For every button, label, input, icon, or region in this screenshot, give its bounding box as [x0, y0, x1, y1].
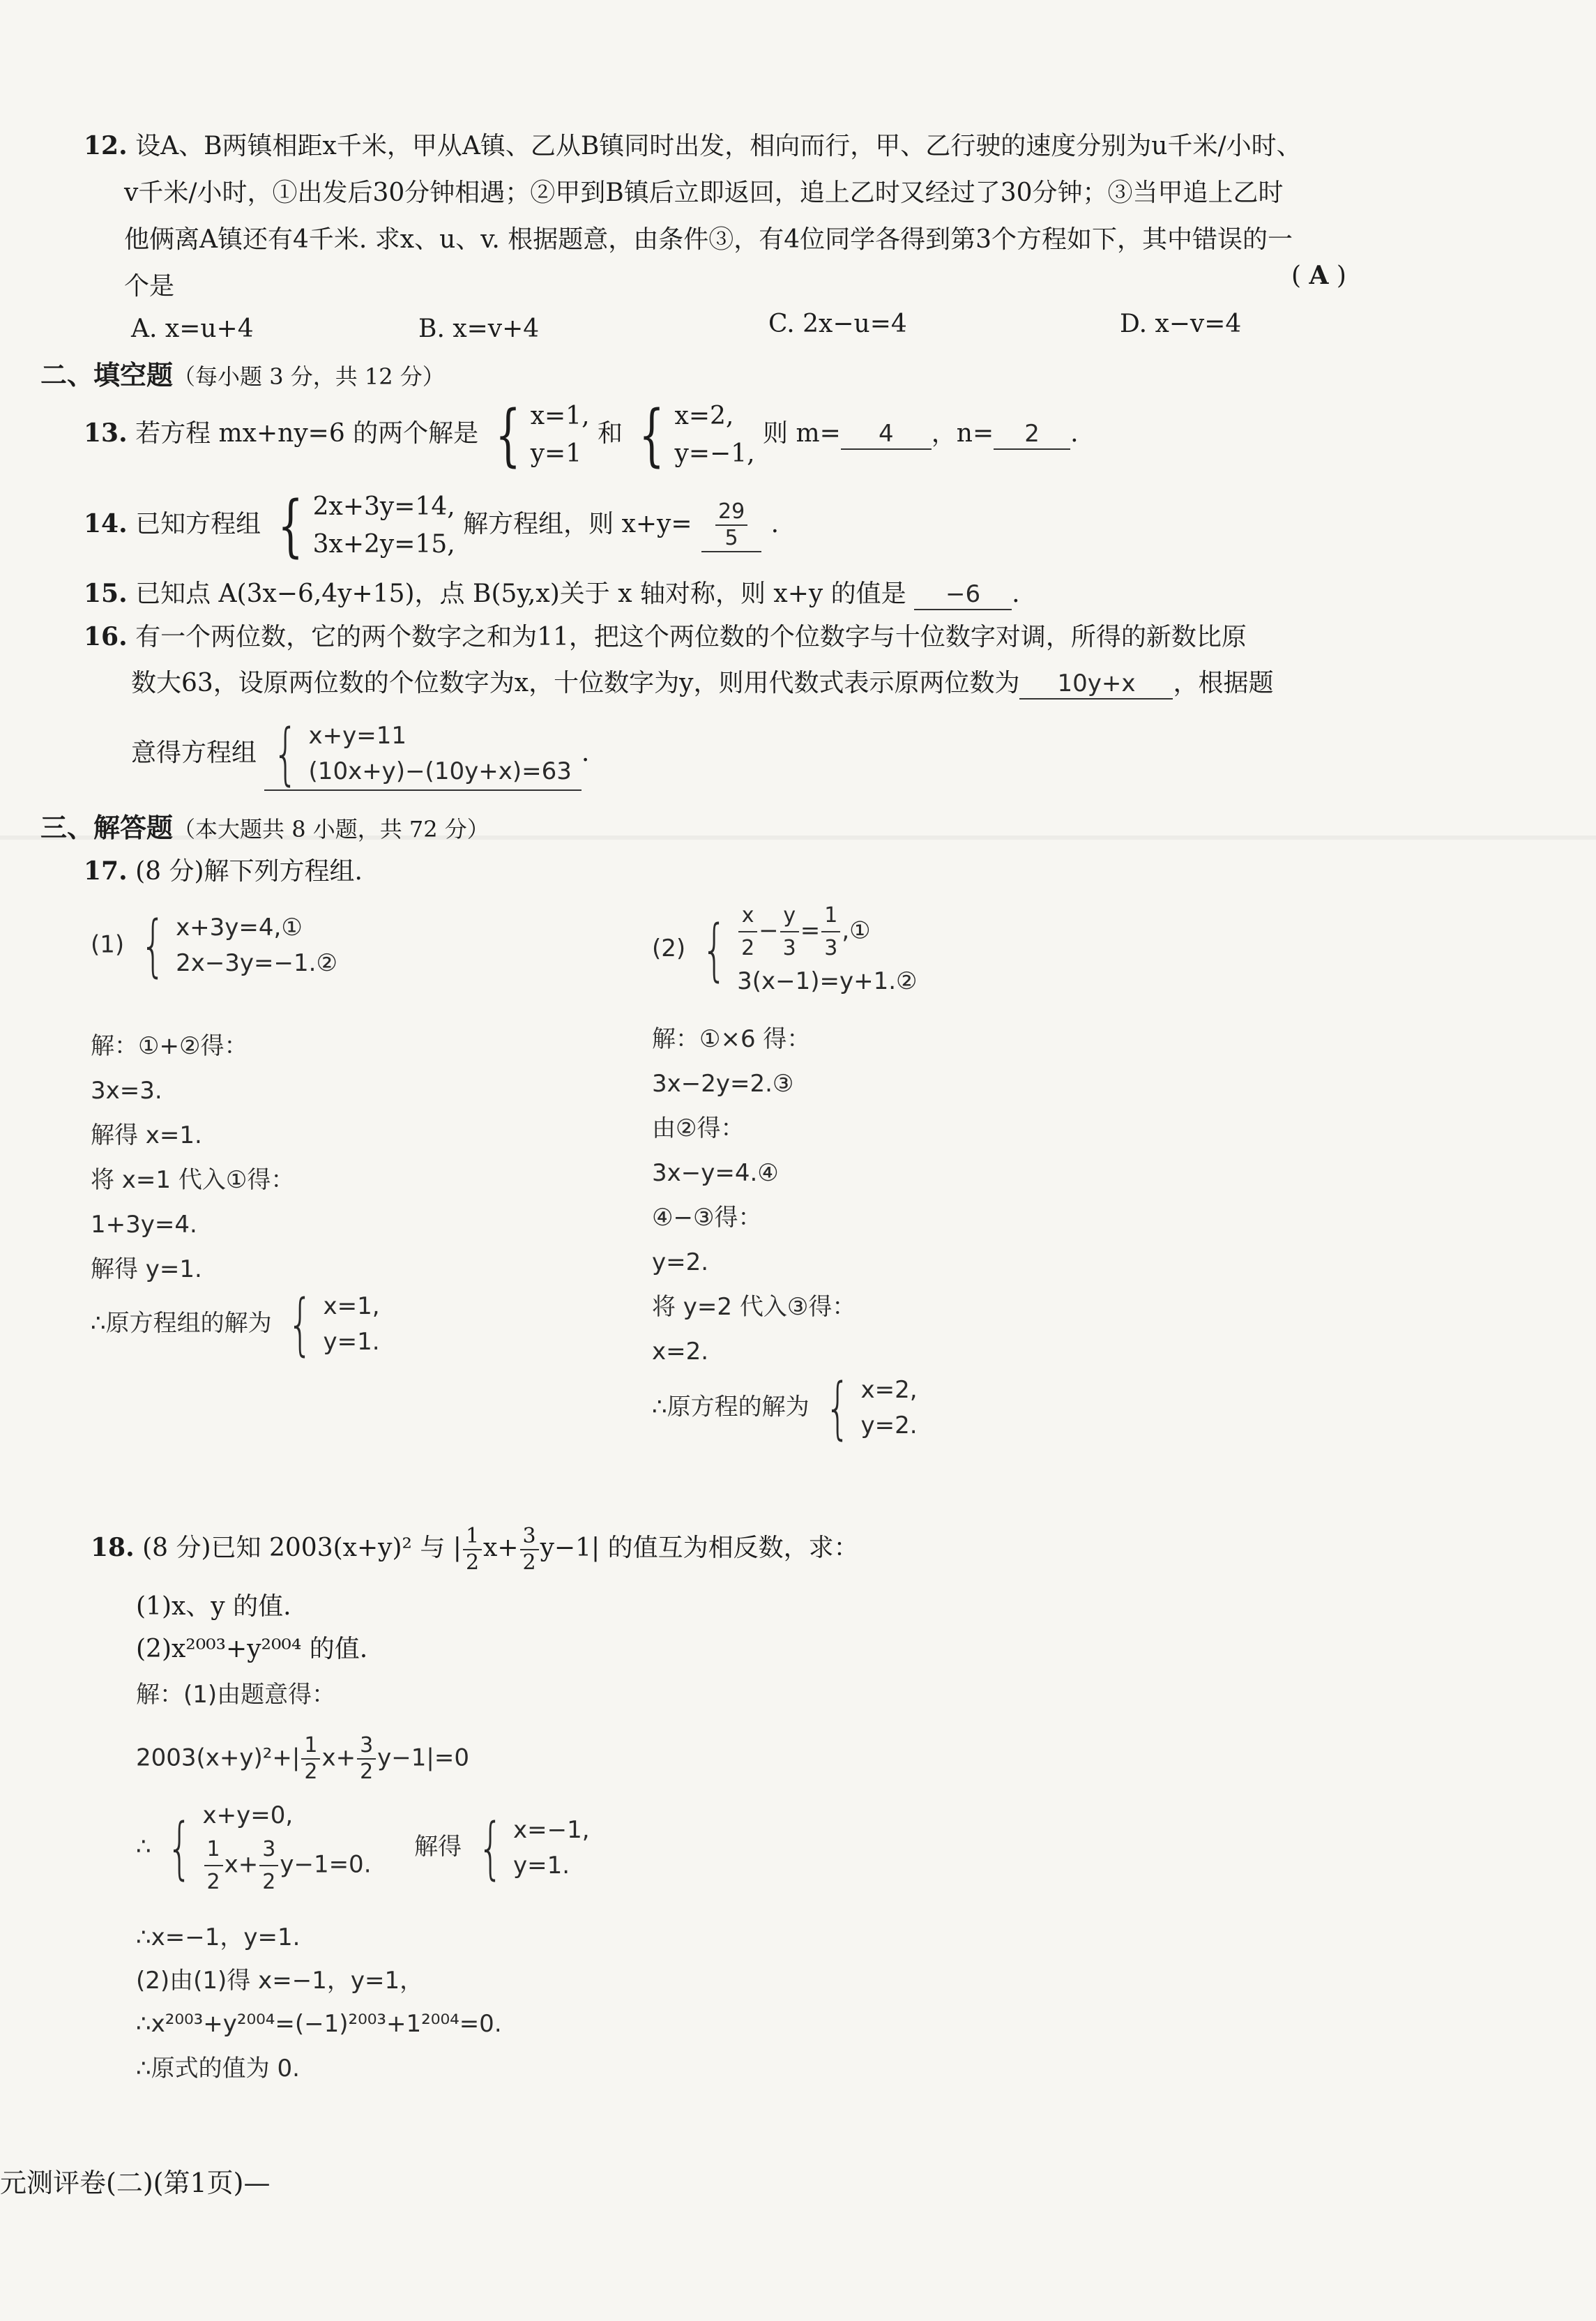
therefore-icon: ∴ — [136, 1833, 151, 1861]
q18-eq-mid: x+ — [321, 1744, 356, 1772]
q16-answer-1: 10y+x — [1019, 670, 1173, 700]
q13-answer-n: 2 — [994, 420, 1070, 450]
q14-answer-numerator: 29 — [715, 499, 747, 526]
q16-number: 16. — [84, 622, 128, 651]
q14-end: . — [770, 510, 780, 538]
q18-sub2: (2)x²⁰⁰³+y²⁰⁰⁴ 的值. — [136, 1635, 368, 1663]
q17-p2-sol-y: y=2. — [860, 1412, 918, 1439]
q17-p2-step: 3x−y=4.④ — [652, 1159, 779, 1187]
brace-icon: { — [277, 487, 303, 565]
q18-line-b: (2)由(1)得 x=−1，y=1， — [136, 1967, 424, 1995]
q17-p1-step: 1+3y=4. — [91, 1211, 197, 1239]
q17-p2-equals: = — [800, 916, 821, 945]
q17-part1-label: (1) — [91, 930, 125, 959]
q17-p1-step: 将 x=1 代入①得： — [91, 1166, 295, 1194]
q17-p1-step: 解得 x=1. — [91, 1121, 202, 1149]
q17-p1-conclusion-text: ∴原方程组的解为 — [91, 1309, 272, 1338]
brace-icon: { — [701, 910, 727, 989]
q13-s1-row2: y=1 — [530, 439, 582, 468]
q13-and: 和 — [598, 419, 623, 448]
q12-option-c: C. 2x−u=4 — [768, 310, 907, 338]
q18-sys-frac1-num: 1 — [204, 1834, 223, 1866]
brace-icon: { — [287, 1285, 314, 1363]
q13-s1-row1: x=1, — [530, 402, 590, 430]
q14-pre: 已知方程组 — [135, 510, 261, 538]
q18-header — [91, 1524, 859, 1575]
q18-eq-frac1-den: 2 — [304, 1760, 318, 1784]
q17-p2-step: ④−③得： — [652, 1204, 762, 1232]
q12-text-2: v千米/小时，①出发后30分钟相遇；②甲到B镇后立即返回，追上乙时又经过了30分钟；③当甲追上乙时 — [124, 179, 1284, 207]
q17-part2-steps — [652, 1017, 856, 1374]
q17-p1-step: 解：①+②得： — [91, 1032, 248, 1060]
section3-note: （本大题共 8 小题，共 72 分） — [173, 816, 489, 842]
q18-line-a: ∴x=−1，y=1. — [136, 1923, 301, 1951]
q17-p2-frac2-den: 3 — [782, 936, 796, 960]
q17-p1-sol-y: y=1. — [323, 1328, 380, 1356]
q12-number: 12. — [84, 131, 128, 160]
q18-eq-pre: 2003(x+y)²+| — [136, 1744, 301, 1772]
q17-p1-sol-x: x=1, — [323, 1292, 380, 1320]
q18-sys-post: y−1=0. — [280, 1850, 372, 1879]
q17-part1-conclusion — [91, 1285, 380, 1363]
q12-answer-bracket: ( A ) — [1291, 261, 1346, 290]
section3-title: 三、解答题 — [40, 812, 174, 843]
q18-solve-label: 解得 — [414, 1833, 462, 1861]
section2-title: 二、填空题 — [40, 360, 174, 391]
q17-p2-sol-x: x=2, — [860, 1376, 918, 1404]
q13-system-2 — [630, 398, 754, 473]
q18-sub1: (1)x、y 的值. — [136, 1592, 291, 1621]
q18-equation — [136, 1733, 469, 1785]
q17-p2-step: 将 y=2 代入③得： — [652, 1293, 856, 1321]
q18-eq-frac1-num: 1 — [301, 1733, 320, 1760]
q12-option-b: B. x=v+4 — [418, 315, 540, 343]
q17-p2-step: x=2. — [652, 1338, 709, 1366]
q16-text-2: 数大63，设原两位数的个位数字为x，十位数字为y，则用代数式表示原两位数为 — [131, 669, 1020, 697]
q18-frac2-den: 2 — [522, 1550, 536, 1575]
q18-eq-post: y−1|=0 — [377, 1744, 469, 1772]
q16-text-3: 意得方程组 — [131, 739, 257, 767]
q18-frac2-num: 3 — [520, 1524, 539, 1550]
q18-result-x: x=−1, — [513, 1815, 590, 1844]
q17-p2-frac3-den: 3 — [824, 936, 838, 960]
q12-text-4: 个是 — [124, 272, 175, 301]
q16-line1 — [84, 622, 1247, 652]
q17-p2-step: 解：①×6 得： — [652, 1025, 811, 1053]
brace-icon: { — [639, 396, 665, 474]
q17-header — [84, 856, 363, 886]
q14-answer-fraction — [701, 499, 761, 552]
q12-text-3: 他俩离A镇还有4千米. 求x、u、v. 根据题意，由条件③，有4位同学各得到第3个方程如下，其中错误的一 — [124, 225, 1293, 254]
q13-end: . — [1070, 419, 1079, 448]
q14 — [84, 488, 779, 564]
q18-system — [136, 1798, 590, 1898]
brace-icon: { — [478, 1808, 503, 1887]
q18-line-c: ∴x²⁰⁰³+y²⁰⁰⁴=(−1)²⁰⁰³+1²⁰⁰⁴=0. — [136, 2010, 502, 2038]
q18-solution-intro: 解：(1)由题意得： — [136, 1681, 336, 1709]
q17-p1-step: 解得 y=1. — [91, 1255, 202, 1283]
q15-answer: −6 — [914, 580, 1012, 610]
q16-answer-system — [264, 715, 581, 793]
q18-sys-frac2-den: 2 — [262, 1870, 276, 1894]
q17-p1-eq2: 2x−3y=−1.② — [176, 949, 337, 977]
q18-mid: x+ — [483, 1534, 519, 1562]
q18-result-y: y=1. — [513, 1851, 570, 1880]
q17-part1-system — [91, 907, 337, 985]
q18-pre: (8 分)已知 2003(x+y)² 与 | — [142, 1534, 462, 1562]
q13-pre: 若方程 mx+ny=6 的两个解是 — [135, 419, 479, 448]
q17-p2-minus: − — [759, 916, 779, 945]
q17-p2-frac2-num: y — [780, 900, 799, 932]
q14-system — [269, 488, 455, 564]
q12-answer: A — [1309, 261, 1329, 290]
q16-text-1: 有一个两位数，它的两个数字之和为11，把这个两位数的个位数字与十位数字对调，所得的新数比原 — [135, 623, 1247, 651]
q13 — [84, 398, 1079, 473]
q17-p2-frac1-den: 2 — [741, 936, 755, 960]
section2-heading — [40, 360, 445, 392]
brace-icon: { — [167, 1808, 193, 1887]
q17-p2-conclusion-text: ∴原方程的解为 — [652, 1393, 810, 1421]
q17-p2-tail: ,① — [842, 916, 871, 945]
section2-note: （每小题 3 分，共 12 分） — [173, 363, 445, 390]
q18-line-d: ∴原式的值为 0. — [136, 2055, 300, 2082]
q18-number: 18. — [91, 1533, 135, 1562]
q14-number: 14. — [84, 509, 128, 538]
q15 — [84, 579, 1020, 610]
section3-heading — [40, 812, 489, 845]
q17-p2-step: 3x−2y=2.③ — [652, 1070, 794, 1098]
brace-icon: { — [825, 1369, 851, 1447]
q18-post: y−1| 的值互为相反数，求： — [540, 1534, 859, 1562]
q18-frac1-num: 1 — [463, 1524, 482, 1550]
q15-end: . — [1012, 580, 1020, 608]
q17-part2-conclusion — [652, 1369, 918, 1447]
q12-text-1: 设A、B两镇相距x千米，甲从A镇、乙从B镇同时出发，相向而行，甲、乙行驶的速度分别为u千米/小时、 — [135, 132, 1302, 160]
q17-part2-system — [652, 900, 917, 999]
q13-system-1 — [487, 398, 590, 473]
q13-s2-row1: x=2, — [674, 402, 734, 430]
page-footer: 元测评卷(二)(第1页)— — [0, 2168, 271, 2198]
q18-frac1-den: 2 — [465, 1550, 480, 1575]
q13-then-n: ，n= — [931, 419, 994, 448]
q17-p2-eq1 — [737, 900, 917, 964]
q18-sys-eq1: x+y=0, — [202, 1801, 294, 1829]
brace-icon: { — [494, 396, 521, 474]
q17-p2-frac3-num: 1 — [821, 900, 840, 932]
q17-text: (8 分)解下列方程组. — [135, 857, 363, 886]
brace-icon: { — [273, 715, 299, 793]
q16-line3 — [131, 715, 590, 793]
q17-part2-label: (2) — [652, 935, 686, 962]
q12-option-d: D. x−v=4 — [1120, 310, 1242, 338]
q18-eq-frac2-num: 3 — [357, 1733, 376, 1760]
q12-option-a: A. x=u+4 — [131, 315, 254, 343]
q17-number: 17. — [84, 856, 128, 886]
q13-s2-row2: y=−1, — [674, 439, 755, 468]
q14-eq2: 3x+2y=15, — [312, 530, 455, 559]
q13-answer-m: 4 — [841, 420, 932, 450]
q13-number: 13. — [84, 418, 128, 448]
q18-sys-frac2-num: 3 — [259, 1834, 278, 1866]
q14-mid: 解方程组，则 x+y= — [463, 510, 692, 538]
q15-text: 已知点 A(3x−6,4y+15)，点 B(5y,x)关于 x 轴对称，则 x+y 的值是 — [135, 580, 906, 608]
q16-text-2b: ，根据题 — [1173, 669, 1274, 697]
q17-p1-eq1: x+3y=4,① — [176, 914, 303, 942]
q16-line2 — [131, 668, 1273, 700]
q17-p2-frac1-num: x — [738, 900, 757, 932]
q14-answer-denominator: 5 — [724, 526, 738, 550]
q18-sys-mid: x+ — [224, 1850, 259, 1879]
q14-eq1: 2x+3y=14, — [312, 492, 455, 521]
brace-icon: { — [140, 907, 166, 985]
q16-eq2: (10x+y)−(10y+x)=63 — [308, 757, 572, 785]
q15-number: 15. — [84, 579, 128, 608]
q17-p2-step: y=2. — [652, 1248, 709, 1276]
q18-sys-frac1-den: 2 — [206, 1870, 220, 1894]
q17-p2-step: 由②得： — [652, 1114, 745, 1142]
q17-p1-step: 3x=3. — [91, 1077, 162, 1105]
q16-eq1: x+y=11 — [308, 722, 407, 750]
q18-eq-frac2-den: 2 — [360, 1760, 374, 1784]
q18-sys-eq2 — [203, 1834, 372, 1898]
q17-p2-eq2: 3(x−1)=y+1.② — [737, 967, 918, 995]
q13-then-m: 则 m= — [763, 419, 841, 448]
q12-line1 — [84, 131, 1302, 161]
q16-end: . — [581, 739, 590, 767]
q17-part1-steps — [91, 1024, 294, 1292]
